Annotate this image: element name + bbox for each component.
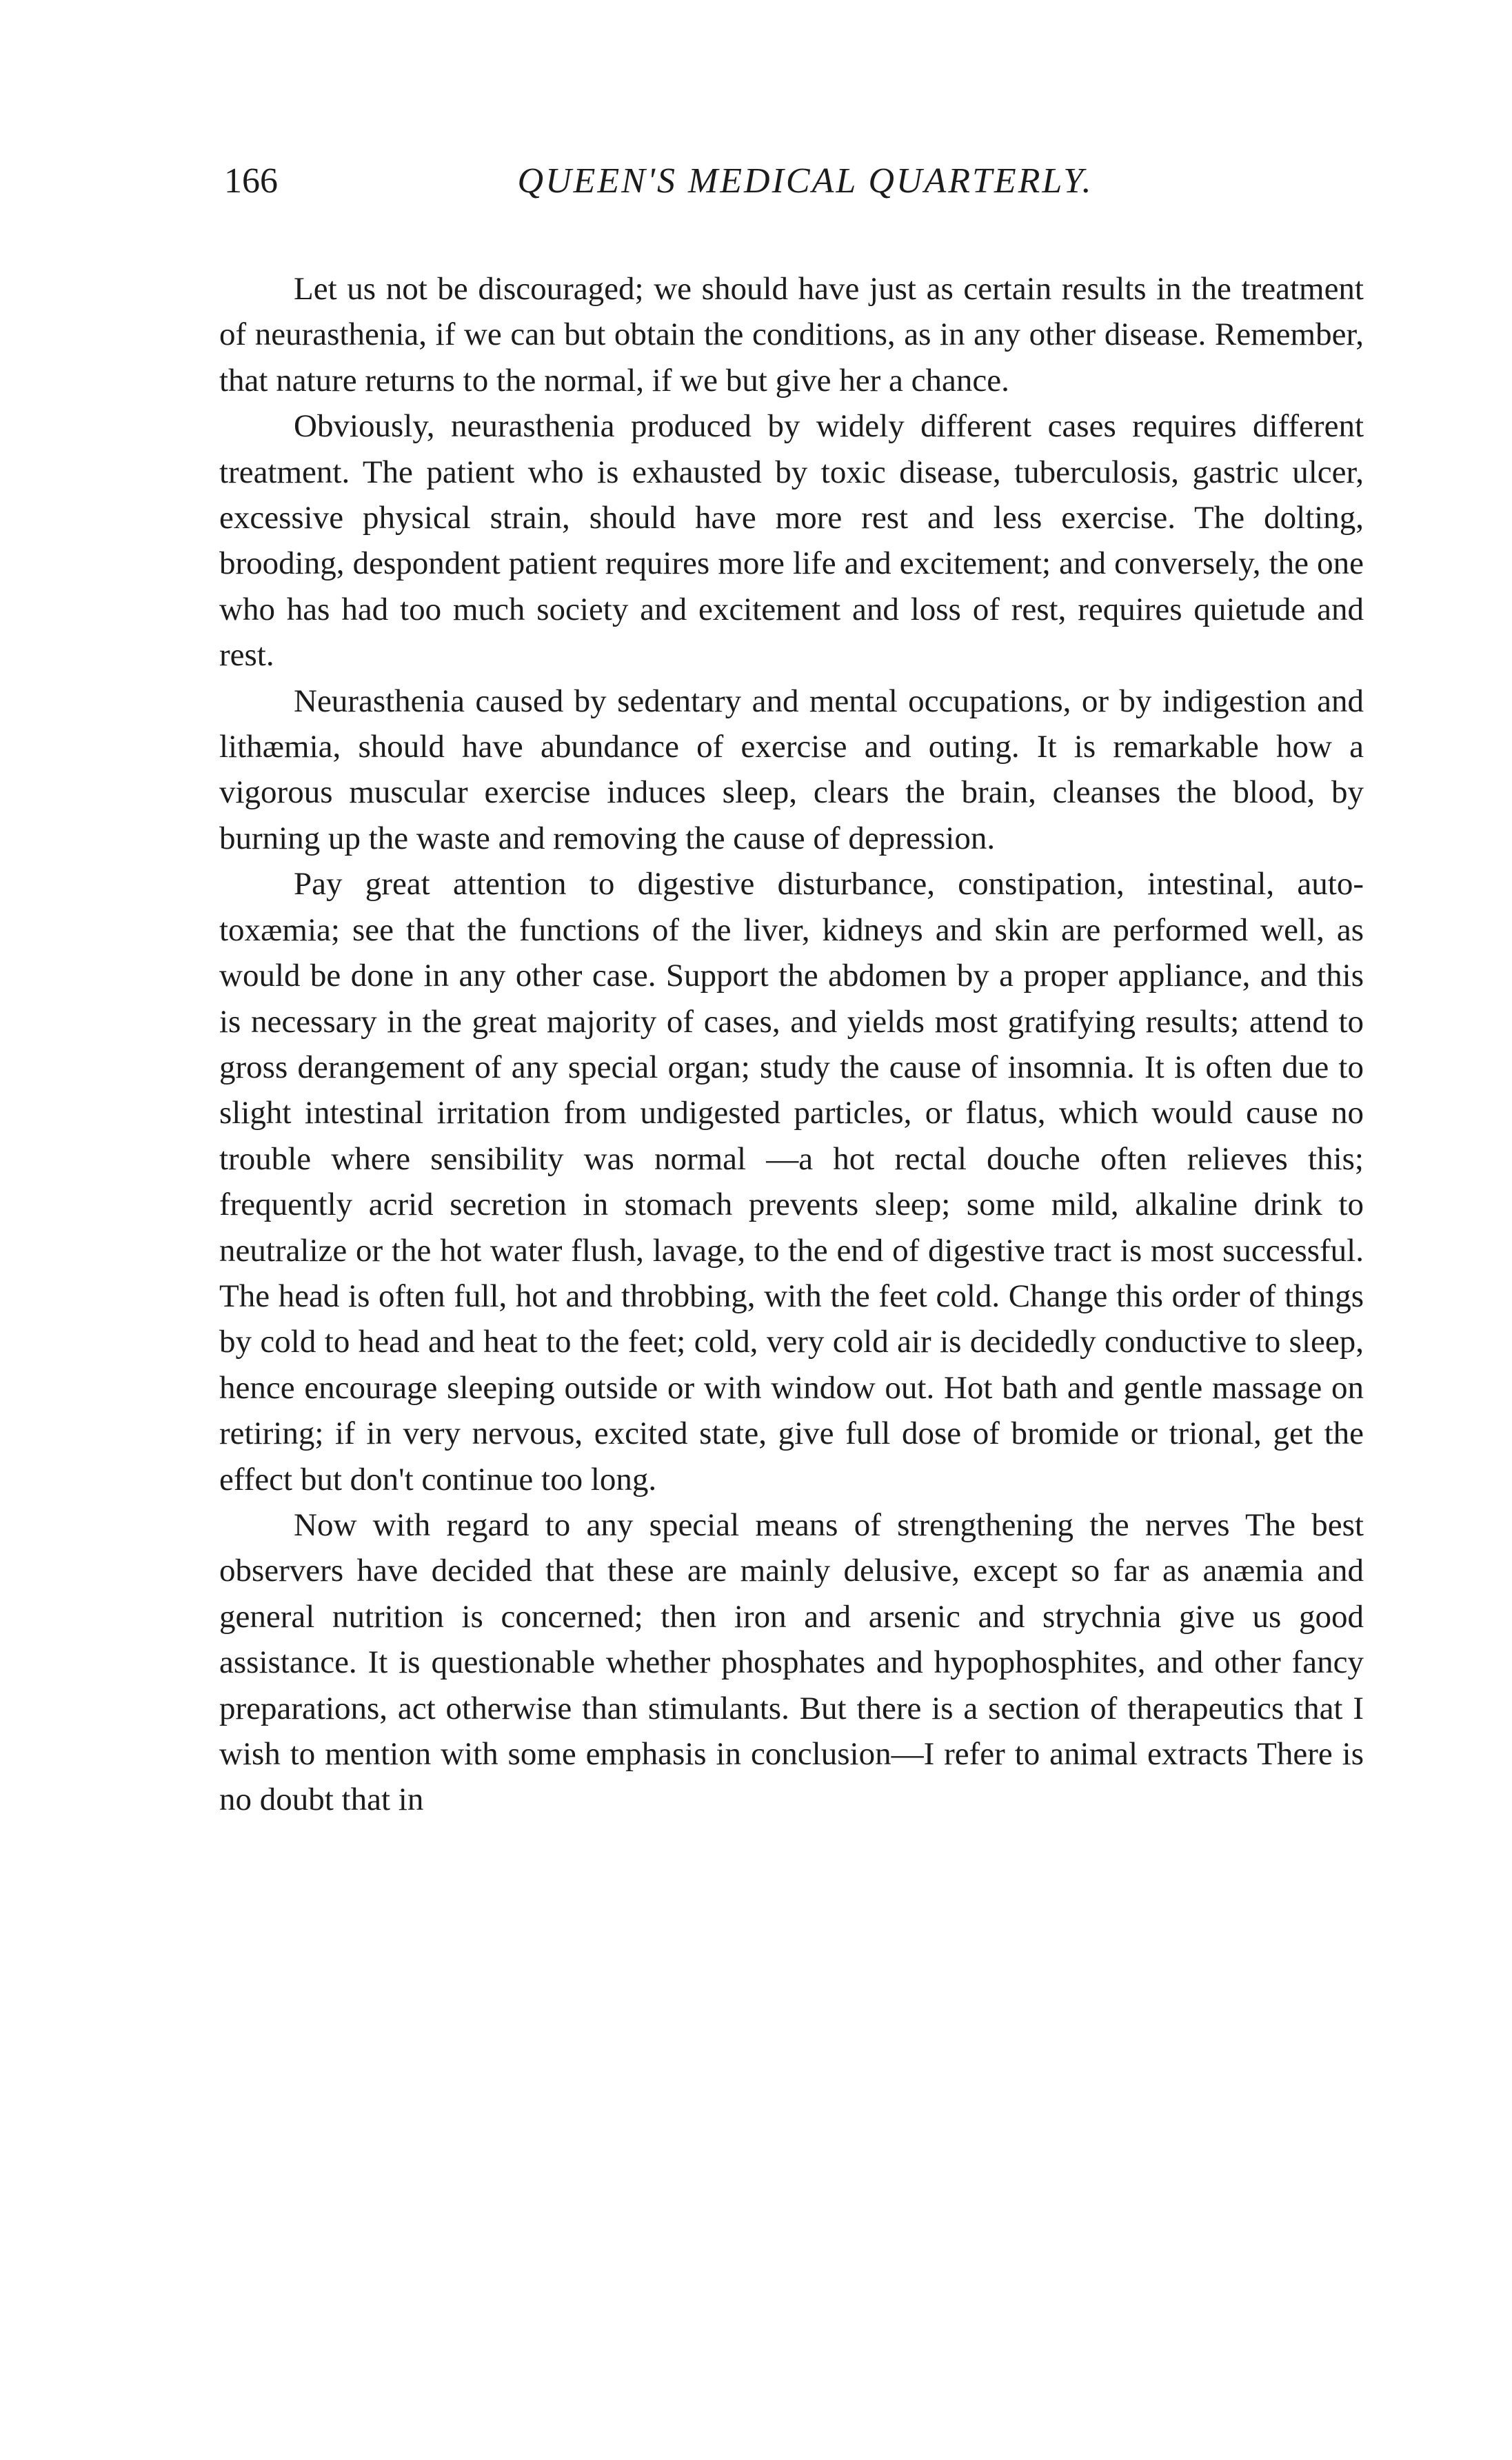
paragraph: Neurasthenia caused by sedentary and mental occupations, or by indigestion and lithæmia, should have abundance of exercise and outing. It is remarkable how a vigorous muscular exercise induces sleep, clears the brain, cleanses the blood, by burning up the waste and removing the cause of depression. [219,683,1364,856]
paragraph: Pay great attention to digestive disturbance, constipation, intestinal, auto-toxæmia; see that the functions of the liver, kidneys and skin are performed well, as would be done in any other case. Support the abdomen by a proper appliance, and this is necessary in the great majority of cases, and yields most gratifying results; attend to gross derangement of any special organ; study the cause of insomnia. It is often due to slight intestinal irritation from undigested particles, or flatus, which would cause no trouble where sensibility was normal —a hot rectal douche often relieves this; frequently acrid secretion in stomach prevents sleep; some mild, alkaline drink to neutralize or the hot water flush, lavage, to the end of digestive tract is most successful. The head is often full, hot and throbbing, with the feet cold. Change this order of things by cold to head and heat to the feet; cold, very cold air is decidedly conductive to sleep, hence encourage sleeping outside or with window out. Hot bath and gentle massage on retiring; if in very nervous, excited state, give full dose of bromide or trional, get the effect but don't continue too long. [219,866,1364,1498]
paragraph: Obviously, neurasthenia produced by widely different cases requires different treatment. The patient who is exhausted by toxic disease, tuberculosis, gastric ulcer, excessive physical strain, should have more rest and less exercise. The dolting, brooding, despondent patient requires more life and excitement; and conversely, the one who has had too much society and excitement and loss of rest, requires quietude and rest. [219,408,1364,674]
body-text [219,266,1364,1823]
journal-title: QUEEN'S MEDICAL QUARTERLY. [517,161,1093,201]
paragraph: Now with regard to any special means of strengthening the nerves The best observers have decided that these are mainly delusive, except so far as anæmia and general nutrition is concerned; then iron and arsenic and strychnia give us good assistance. It is questionable whether phosphates and hypophosphites, and other fancy preparations, act otherwise than stimulants. But there is a section of therapeutics that I wish to mention with some emphasis in conclusion—I refer to animal extracts There is no doubt that in [219,1506,1364,1818]
paragraph: Let us not be discouraged; we should have just as certain results in the treatment of neurasthenia, if we can but obtain the conditions, as in any other disease. Remember, that nature returns to the normal, if we but give her a chance. [219,271,1364,399]
running-head [224,157,1359,205]
page-number: 166 [224,161,278,201]
